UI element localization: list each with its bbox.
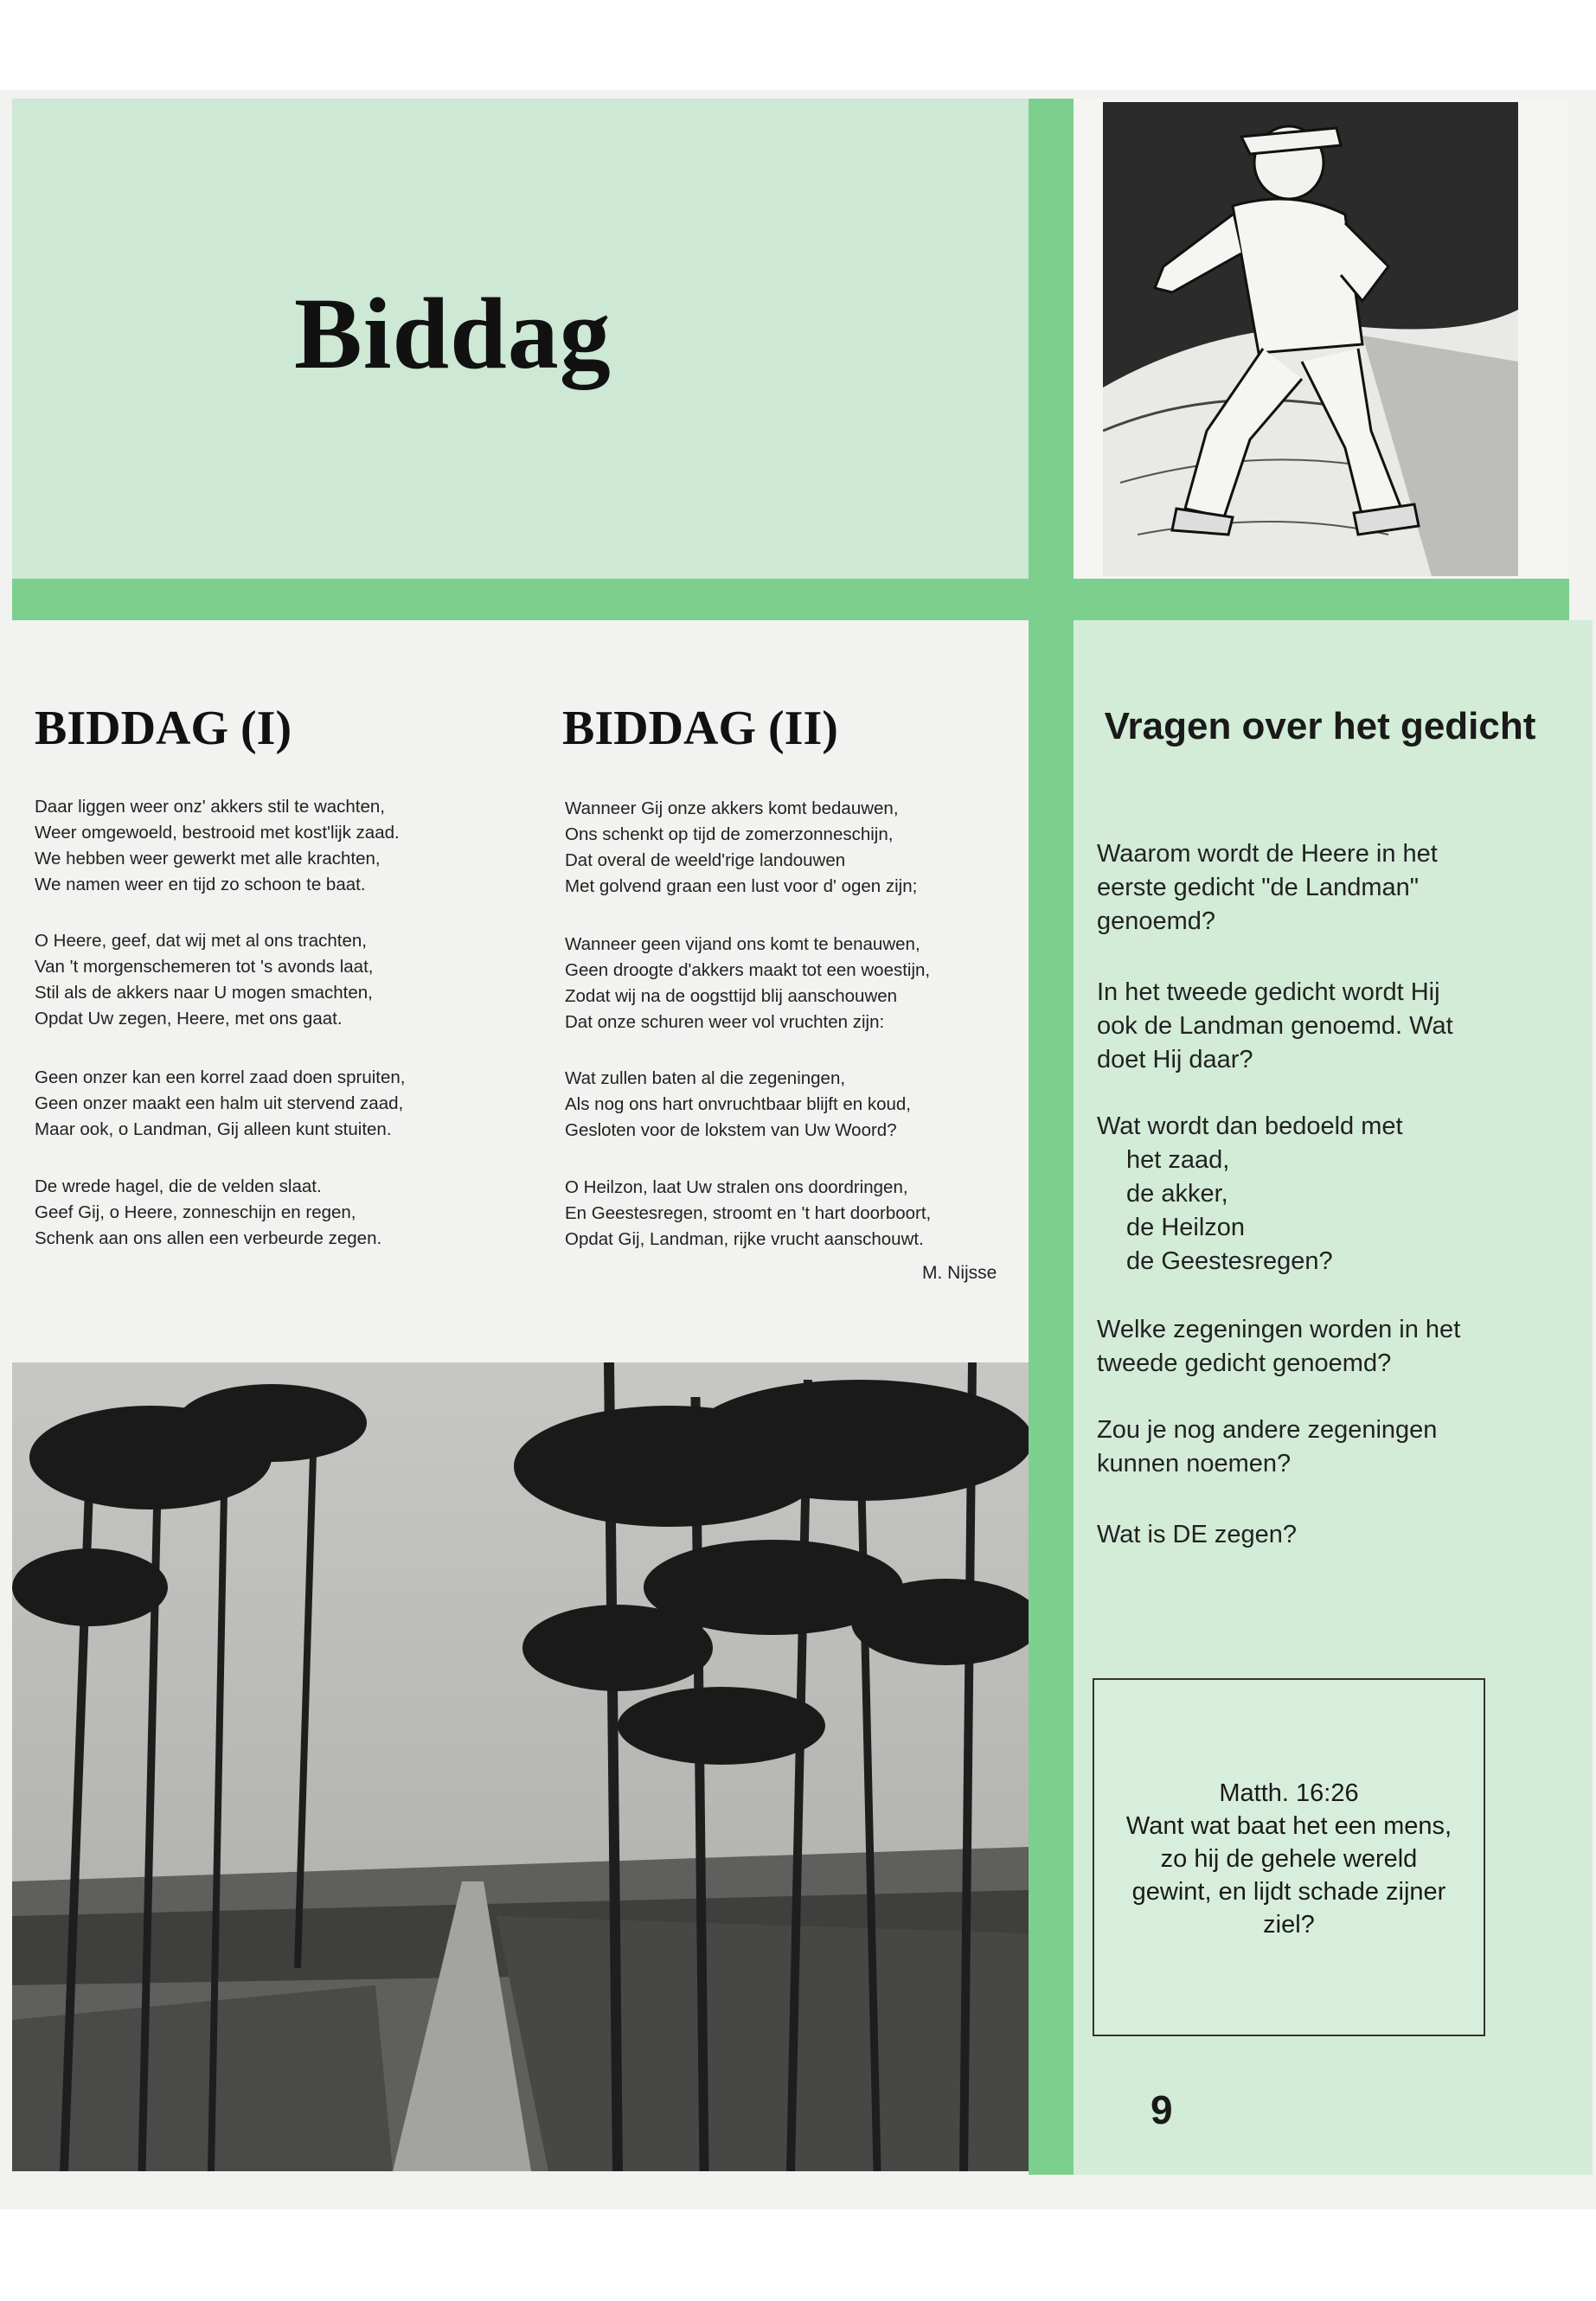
question-sub-item: de akker, [1126, 1180, 1228, 1208]
quote-reference: Matth. 16:26 [1219, 1779, 1359, 1807]
poem1-stanza: Daar liggen weer onz' akkers stil te wachten, Weer omgewoeld, bestrooid met kost'lijk zaad. We hebben weer gewerkt met alle krachten, We namen weer en tijd zo schoon te baat. [35, 797, 400, 894]
poem1-heading: BIDDAG (I) [35, 702, 292, 755]
poem1-stanza: De wrede hagel, die de velden slaat. Geef Gij, o Heere, zonneschijn en regen, Schenk aan ons allen een verbeurde zegen. [35, 1176, 382, 1248]
poem-author: M. Nijsse [922, 1263, 997, 1283]
poem2-heading: BIDDAG (II) [562, 702, 838, 755]
poem2-stanza: Wanneer geen vijand ons komt te benauwen, Geen droogte d'akkers maakt tot een woestijn, Zodat wij na de oogsttijd blij aanschouwen Dat onze schuren weer vol vruchten zijn: [565, 934, 931, 1032]
poem1-stanza: Geen onzer kan een korrel zaad doen spruiten, Geen onzer maakt een halm uit stervend zaad, Maar ook, o Landman, Gij alleen kunt stuiten. [35, 1067, 406, 1139]
green-vertical-stripe [1029, 99, 1074, 2175]
question-item: Wat is DE zegen? [1097, 1521, 1298, 1548]
question-sub-item: het zaad, [1126, 1146, 1230, 1174]
question-item: Wat wordt dan bedoeld met [1097, 1112, 1403, 1140]
page-title: Biddag [294, 277, 612, 390]
question-item: In het tweede gedicht wordt Hij ook de Landman genoemd. Wat doet Hij daar? [1097, 978, 1453, 1074]
bible-quote [1125, 1777, 1453, 1941]
question-sub-item: de Heilzon [1126, 1214, 1246, 1241]
question-item: Zou je nog andere zegeningen kunnen noemen? [1097, 1416, 1438, 1477]
page-number: 9 [1151, 2087, 1173, 2132]
questions-title: Vragen over het gedicht [1104, 705, 1536, 747]
question-block [1097, 1110, 1486, 1279]
sower-illustration [1103, 102, 1518, 576]
poem2-stanza: O Heilzon, laat Uw stralen ons doordringen, En Geestesregen, stroomt en 't hart doorboort, Opdat Gij, Landman, rijke vrucht aanschouwt. [565, 1177, 932, 1249]
quote-text: Want wat baat het een mens, zo hij de gehele wereld gewint, en lijdt schade zijner ziel? [1125, 1812, 1452, 1939]
green-horizontal-stripe [12, 579, 1569, 620]
question-item: Welke zegeningen worden in het tweede gedicht genoemd? [1097, 1316, 1461, 1377]
poem1-stanza: O Heere, geef, dat wij met al ons trachten, Van 't morgenschemeren tot 's avonds laat, Stil als de akkers naar U mogen smachten, Opdat Uw zegen, Heere, met ons gaat. [35, 931, 374, 1029]
question-sub-item: de Geestesregen? [1126, 1247, 1333, 1275]
poem2-stanza: Wanneer Gij onze akkers komt bedauwen, Ons schenkt op tijd de zomerzonneschijn, Dat overal de weeld'rige landouwen Met golvend graan een lust voor d' ogen zijn; [565, 798, 918, 896]
question-item: Waarom wordt de Heere in het eerste gedicht "de Landman" genoemd? [1097, 840, 1438, 935]
landscape-photo [12, 1362, 1029, 2171]
poem2-stanza: Wat zullen baten al die zegeningen, Als nog ons hart onvruchtbaar blijft en koud, Gesloten voor de lokstem van Uw Woord? [565, 1068, 911, 1140]
